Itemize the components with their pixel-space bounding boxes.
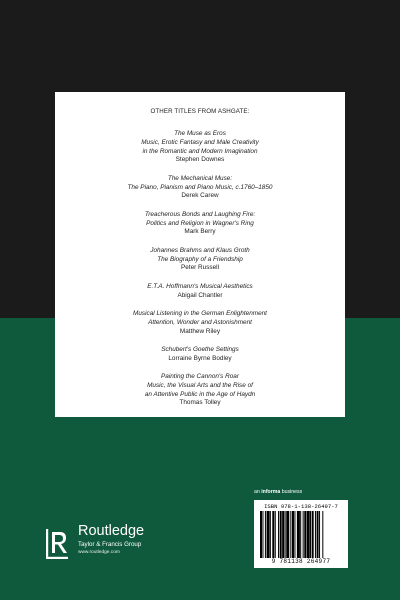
barcode-bar [282, 511, 284, 558]
book-author: Peter Russell [180, 264, 219, 272]
book-title-line: The Muse as Eros [174, 130, 226, 137]
other-titles-panel [55, 92, 345, 417]
barcode-digits: 9 781138 264977 [271, 558, 331, 565]
book-title-line: Music, the Visual Arts and the Rise of [147, 381, 253, 389]
book-title-line: Painting the Cannon's Roar [161, 373, 239, 381]
informa-prefix: an [254, 489, 262, 495]
barcode-bar [294, 511, 295, 558]
title-entry [55, 373, 345, 408]
isbn-label: ISBN 978-1-138-26497-7 [264, 503, 338, 510]
barcode-box [254, 500, 348, 568]
barcode-bar [297, 511, 300, 558]
barcode-bar [267, 511, 270, 558]
barcode-bar [280, 511, 282, 558]
barcode-bar [292, 511, 294, 558]
book-title-line: E.T.A. Hoffmann's Musical Aesthetics [147, 282, 253, 290]
publisher-url: www.routledge.com [78, 550, 120, 555]
book-title-line: Johannes Brahms and Klaus Groth [150, 246, 250, 254]
book-title-line: Politics and Religion in Wagner's Ring [146, 219, 254, 227]
barcode-bar [290, 511, 291, 558]
barcode-bar [303, 511, 304, 558]
book-title-line: The Piano, Pianism and Piano Music, c.1760–1850 [127, 183, 273, 191]
book-author: Derek Carew [181, 192, 219, 200]
book-title-line: Treacherous Bonds and Laughing Fire: [144, 210, 256, 218]
barcode-bar [286, 511, 289, 558]
title-entry [55, 175, 345, 201]
book-author: Matthew Riley [179, 327, 221, 335]
publisher-group: Taylor & Francis Group [78, 541, 142, 548]
routledge-r-icon [45, 527, 71, 561]
book-title-line: The Biography of a Friendship [157, 255, 243, 263]
barcode-icon [260, 511, 342, 558]
book-title-line: Music, Erotic Fantasy and Male Creativity [141, 138, 259, 146]
barcode-bar [262, 511, 263, 558]
book-title-line: The Mechanical Muse: [167, 174, 233, 182]
book-author: Stephen Downes [175, 156, 225, 164]
barcode-bar [322, 511, 323, 558]
book-author: Thomas Tolley [179, 399, 221, 407]
barcode-bar [260, 511, 262, 558]
book-author: Lorraine Byrne Bodley [168, 354, 232, 362]
barcode-bar [319, 511, 320, 558]
book-title-line: Schubert's Goethe Settings [161, 345, 239, 353]
book-author: Abigail Chantler [177, 291, 223, 299]
barcode-bar [278, 511, 279, 558]
book-title-line: an Attentive Public in the Age of Haydn [144, 390, 256, 398]
title-entry [55, 346, 345, 364]
book-author: Mark Berry [184, 228, 216, 236]
informa-suffix: business [280, 489, 303, 495]
barcode-bar [285, 511, 286, 558]
barcode-bar [307, 511, 310, 558]
title-entry [55, 283, 345, 301]
book-title-line: in the Romantic and Modern Imagination [142, 147, 258, 155]
informa-business-tag [254, 489, 302, 495]
book-title-line: Musical Listening in the German Enlightenment [133, 309, 267, 317]
barcode-bar [312, 511, 314, 558]
barcode-bar [317, 511, 319, 558]
title-entry [55, 310, 345, 336]
other-titles-heading: OTHER TITLES FROM ASHGATE: [150, 108, 250, 115]
other-titles-list [55, 130, 345, 418]
barcode-bar [310, 511, 311, 558]
barcode-bar [304, 511, 306, 558]
barcode-bar [315, 511, 316, 558]
book-title-line: Attention, Wonder and Astonishment [148, 318, 252, 326]
barcode-bar [270, 511, 271, 558]
barcode-bar [275, 511, 276, 558]
barcode-bar [265, 511, 266, 558]
barcode-bar [272, 511, 274, 558]
publisher-name: Routledge [78, 523, 145, 539]
publisher-block [78, 524, 144, 556]
barcode-bar [300, 511, 301, 558]
title-entry [55, 130, 345, 165]
title-entry [55, 211, 345, 237]
informa-brand: informa [261, 489, 281, 495]
title-entry [55, 247, 345, 273]
